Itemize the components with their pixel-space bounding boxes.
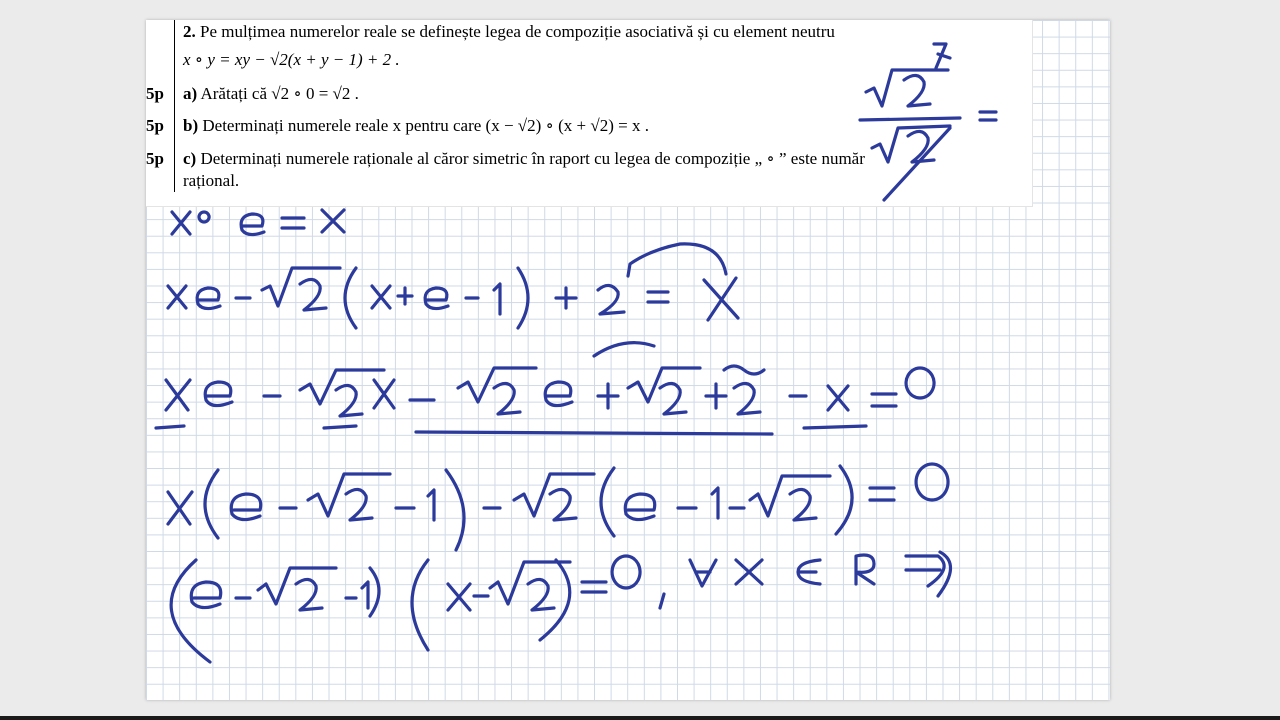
handwritten-line-4 (168, 464, 948, 550)
part-c-text: Determinați numerele raționale al căror simetric în raport cu legea de compoziție „ ∘ ” este număr (200, 149, 865, 168)
part-b-label: b) (183, 116, 199, 135)
handwritten-line-3 (156, 343, 934, 434)
screen-bottom-bar (0, 716, 1280, 720)
part-b-text: Determinați numerele reale x pentru care (x − √2) ∘ (x + √2) = x . (202, 116, 649, 135)
problem-definition: x ∘ y = xy − √2(x + y − 1) + 2 . (183, 50, 400, 69)
part-c-points: 5p (146, 149, 164, 168)
problem-intro: Pe mulțimea numerelor reale se definește legea de compoziție asociativă și cu element neutru (200, 22, 835, 41)
part-b-points: 5p (146, 116, 164, 135)
part-a-text: Arătați că √2 ∘ 0 = √2 . (200, 84, 359, 103)
handwritten-line-5 (171, 552, 950, 662)
part-c-text-line2: rațional. (183, 171, 240, 190)
part-a-label: a) (183, 84, 198, 103)
handwritten-line-1 (172, 210, 344, 235)
handwritten-line-2 (168, 244, 738, 328)
part-c-label: c) (183, 149, 197, 168)
side-note-fraction (860, 44, 996, 200)
problem-number: 2. (183, 22, 196, 41)
part-a-points: 5p (146, 84, 164, 103)
